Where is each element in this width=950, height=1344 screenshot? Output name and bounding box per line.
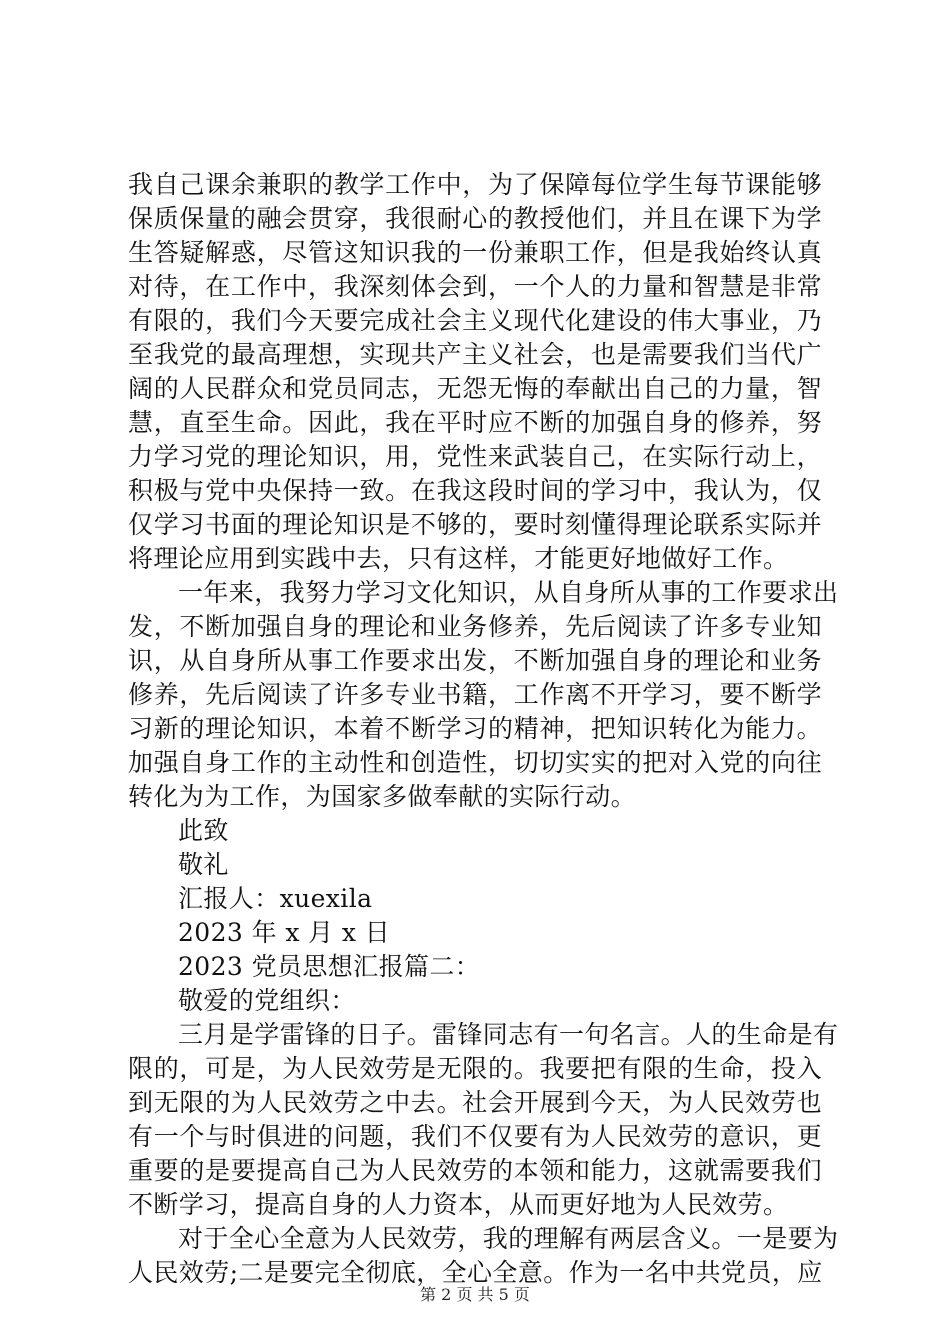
text-line: 将理论应用到实践中去，只有这样，才能更好地做好工作。 — [128, 544, 789, 573]
text-line: 转化为为工作，为国家多做奉献的实际行动。 — [128, 782, 637, 811]
text-line: 生答疑解惑，尽管这知识我的一份兼职工作，但是我始终认真 — [128, 238, 822, 267]
salutation-line: 敬礼 — [178, 850, 229, 879]
paragraph-start-line: 一年来，我努力学习文化知识，从自身所从事的工作要求出 — [178, 578, 839, 607]
text-line: 慧，直至生命。因此，我在平时应不断的加强自身的修养，努 — [128, 408, 822, 437]
text-line: 不断学习，提高自身的人力资本，从而更好地为人民效劳。 — [128, 1190, 789, 1219]
text-line: 识，从自身所从事工作要求出发，不断加强自身的理论和业务 — [128, 646, 822, 675]
text-line: 有限的，我们今天要完成社会主义现代化建设的伟大事业，乃 — [128, 306, 822, 335]
closing-line: 此致 — [178, 816, 229, 845]
section-heading: 2023 党员思想汇报篇二： — [178, 952, 481, 981]
text-line: 力学习党的理论知识，用，党性来武装自己，在实际行动上， — [128, 442, 822, 471]
text-line: 积极与党中央保持一致。在我这段时间的学习中，我认为，仅 — [128, 476, 822, 505]
document-body — [128, 168, 839, 1287]
paragraph-start-line: 三月是学雷锋的日子。雷锋同志有一句名言。人的生命是有 — [178, 1020, 839, 1049]
page-number-footer: 第 2 页 共 5 页 — [420, 1285, 530, 1304]
date-line: 2023 年 x 月 x 日 — [178, 918, 391, 947]
text-line: 保质保量的融会贯穿，我很耐心的教授他们，并且在课下为学 — [128, 204, 822, 233]
text-line: 习新的理论知识，本着不断学习的精神，把知识转化为能力。 — [128, 714, 822, 743]
text-line: 我自己课余兼职的教学工作中，为了保障每位学生每节课能够 — [128, 170, 822, 199]
text-line: 有一个与时俱进的问题，我们不仅要有为人民效劳的意识，更 — [128, 1122, 822, 1151]
paragraph-start-line: 对于全心全意为人民效劳，我的理解有两层含义。一是要为 — [178, 1224, 839, 1253]
text-line: 人民效劳;二是要完全彻底，全心全意。作为一名中共党员，应 — [128, 1258, 823, 1287]
reporter-line: 汇报人：xuexila — [178, 884, 373, 913]
text-line: 至我党的最高理想，实现共产主义社会，也是需要我们当代广 — [128, 340, 822, 369]
text-line: 对待，在工作中，我深刻体会到，一个人的力量和智慧是非常 — [128, 272, 822, 301]
text-line: 仅学习书面的理论知识是不够的，要时刻懂得理论联系实际并 — [128, 510, 822, 539]
text-line: 到无限的为人民效劳之中去。社会开展到今天，为人民效劳也 — [128, 1088, 822, 1117]
text-line: 限的，可是，为人民效劳是无限的。我要把有限的生命，投入 — [128, 1054, 822, 1083]
text-line: 阔的人民群众和党员同志，无怨无悔的奉献出自己的力量，智 — [128, 374, 822, 403]
greeting-line: 敬爱的党组织： — [178, 986, 356, 1015]
text-line: 重要的是要提高自己为人民效劳的本领和能力，这就需要我们 — [128, 1156, 822, 1185]
text-line: 修养，先后阅读了许多专业书籍，工作离不开学习，要不断学 — [128, 680, 822, 709]
text-line: 加强自身工作的主动性和创造性，切切实实的把对入党的向往 — [128, 748, 822, 777]
text-line: 发，不断加强自身的理论和业务修养，先后阅读了许多专业知 — [128, 612, 822, 641]
